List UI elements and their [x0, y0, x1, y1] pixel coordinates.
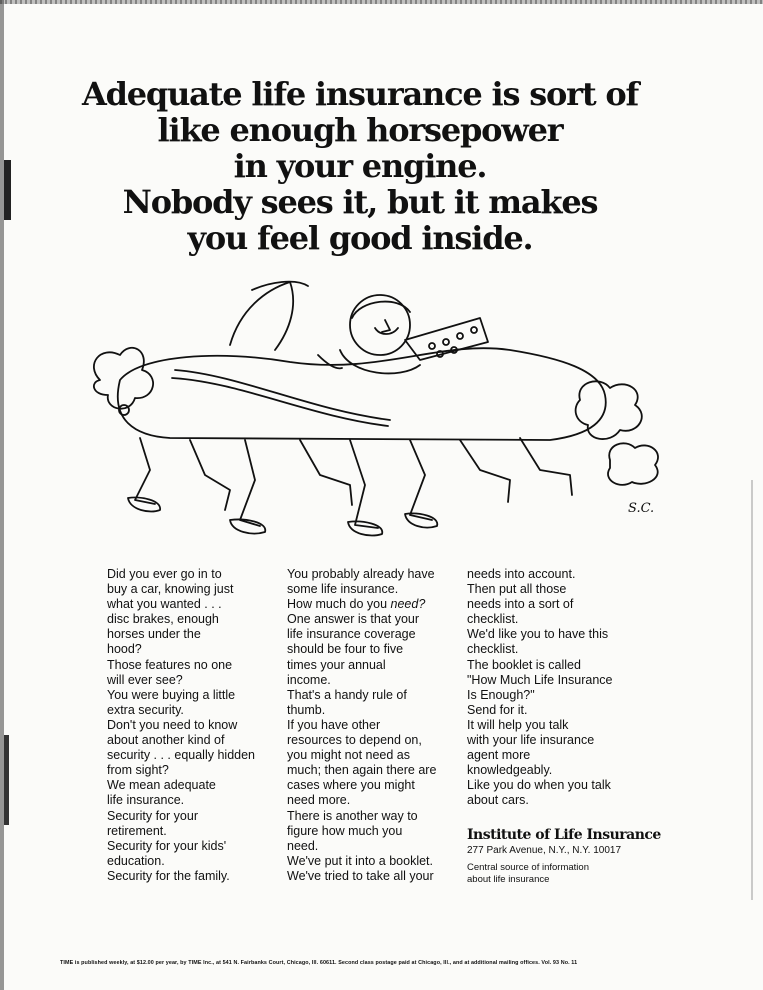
- headline-line: like enough horsepower: [157, 111, 563, 149]
- steering-wheel: [318, 355, 342, 368]
- body-line: Security for your: [107, 808, 199, 823]
- page-top-edge: [0, 0, 763, 4]
- tagline-line: about life insurance: [467, 873, 550, 885]
- body-line: with your life insurance: [467, 733, 595, 748]
- binding-mark: [4, 735, 9, 825]
- body-line: Don't you need to know: [107, 717, 238, 732]
- running-leg: [410, 440, 432, 520]
- body-line: thumb.: [287, 702, 326, 717]
- body-column-2: [287, 567, 457, 884]
- body-line: about cars.: [467, 793, 529, 808]
- body-line: checklist.: [467, 642, 519, 657]
- running-leg: [240, 440, 260, 526]
- body-line: knowledgeably.: [467, 763, 553, 778]
- body-line: life insurance coverage: [287, 627, 416, 642]
- body-line: life insurance.: [107, 793, 185, 808]
- body-line: Security for the family.: [107, 868, 230, 883]
- running-leg: [460, 440, 510, 502]
- body-line: checklist.: [467, 612, 519, 627]
- body-line: horses under the: [107, 627, 201, 642]
- body-line: cases where you might: [287, 778, 415, 793]
- driver-nose: [382, 320, 390, 332]
- body-line: We mean adequate: [107, 778, 216, 793]
- headline-line: Adequate life insurance is sort of: [81, 75, 639, 113]
- body-line: what you wanted . . .: [107, 597, 222, 612]
- page-left-edge: [0, 0, 4, 990]
- body-line: You probably already have: [287, 567, 435, 581]
- body-line: Like you do when you talk: [467, 778, 611, 793]
- body-line: retirement.: [107, 823, 167, 838]
- advertiser-name: Institute of Life Insurance: [467, 827, 661, 843]
- body-line: needs into account.: [467, 567, 576, 581]
- body-line: Send for it.: [467, 702, 528, 717]
- body-line: Security for your kids': [107, 838, 227, 853]
- tagline-line: Central source of information: [467, 862, 589, 873]
- windshield: [230, 282, 293, 350]
- page-right-edge: [751, 480, 753, 900]
- body-line: from sight?: [107, 763, 169, 778]
- body-line: "How Much Life Insurance: [467, 672, 613, 687]
- body-line: One answer is that your: [287, 612, 420, 627]
- running-leg: [520, 438, 572, 495]
- body-line: resources to depend on,: [287, 733, 422, 748]
- body-line: hood?: [107, 642, 142, 657]
- body-column-3: [467, 567, 647, 809]
- body-line-text: How much do you: [287, 597, 391, 612]
- running-leg: [300, 440, 352, 505]
- headline-line: Nobody sees it, but it makes: [122, 183, 598, 221]
- headline: [60, 76, 660, 256]
- body-line: should be four to five: [287, 642, 404, 657]
- body-line: need.: [287, 838, 319, 853]
- body-line: There is another way to: [287, 808, 418, 823]
- body-line: Did you ever go in to: [107, 567, 222, 581]
- body-line: some life insurance.: [287, 582, 399, 597]
- body-line: That's a handy rule of: [287, 687, 407, 702]
- body-line: education.: [107, 853, 165, 868]
- body-line: Then put all those: [467, 582, 567, 597]
- body-line: you might not need as: [287, 748, 410, 763]
- car-cartoon-illustration: [80, 270, 680, 550]
- body-line: disc brakes, enough: [107, 612, 219, 627]
- body-line: We've put it into a booklet.: [287, 853, 433, 868]
- body-line: much; then again there are: [287, 763, 437, 778]
- body-line: times your annual: [287, 657, 386, 672]
- body-line: figure how much you: [287, 823, 403, 838]
- body-line: security . . . equally hidden: [107, 748, 255, 763]
- body-line: will ever see?: [107, 672, 183, 687]
- body-line: We'd like you to have this: [467, 627, 609, 642]
- body-line: You were buying a little: [107, 687, 236, 702]
- body-line-emphasis: need?: [390, 597, 426, 612]
- binding-mark: [4, 160, 11, 220]
- body-line: need more.: [287, 793, 351, 808]
- advertiser-signature: [467, 826, 687, 885]
- running-leg: [190, 440, 230, 510]
- body-column-1: [107, 567, 267, 884]
- body-line: needs into a sort of: [467, 597, 574, 612]
- car-body: [118, 348, 606, 440]
- body-line: income.: [287, 672, 331, 687]
- body-line: Is Enough?": [467, 687, 535, 702]
- exhaust-cloud: [608, 443, 658, 485]
- headline-line: you feel good inside.: [187, 219, 533, 257]
- body-line: agent more: [467, 748, 531, 763]
- publication-footer: TIME is published weekly, at $12.00 per year, by TIME Inc., at 541 N. Fairbanks Court, Chicago, Ill. 60611. Second class postage paid at Chicago, Ill., and at additional mailing offices. Vol. 93 No. 11: [60, 960, 578, 966]
- advertiser-address: 277 Park Avenue, N.Y., N.Y. 10017: [467, 845, 622, 856]
- driver-cap: [352, 302, 410, 318]
- body-line: If you have other: [287, 717, 381, 732]
- running-leg: [135, 438, 155, 504]
- running-leg: [350, 440, 378, 528]
- body-line: [287, 597, 457, 612]
- car-stripe: [172, 378, 388, 426]
- front-bumper-cloud: [94, 348, 153, 409]
- artist-signature: S.C.: [628, 501, 655, 516]
- body-line: The booklet is called: [467, 657, 581, 672]
- body-line: extra security.: [107, 702, 184, 717]
- body-line: about another kind of: [107, 733, 225, 748]
- body-line: buy a car, knowing just: [107, 582, 234, 597]
- body-line: It will help you talk: [467, 717, 569, 732]
- body-line: Those features no one: [107, 657, 233, 672]
- headline-line: in your engine.: [233, 147, 487, 185]
- body-line: We've tried to take all your: [287, 868, 434, 883]
- advertiser-tagline: [467, 862, 687, 885]
- car-stripe: [175, 370, 390, 420]
